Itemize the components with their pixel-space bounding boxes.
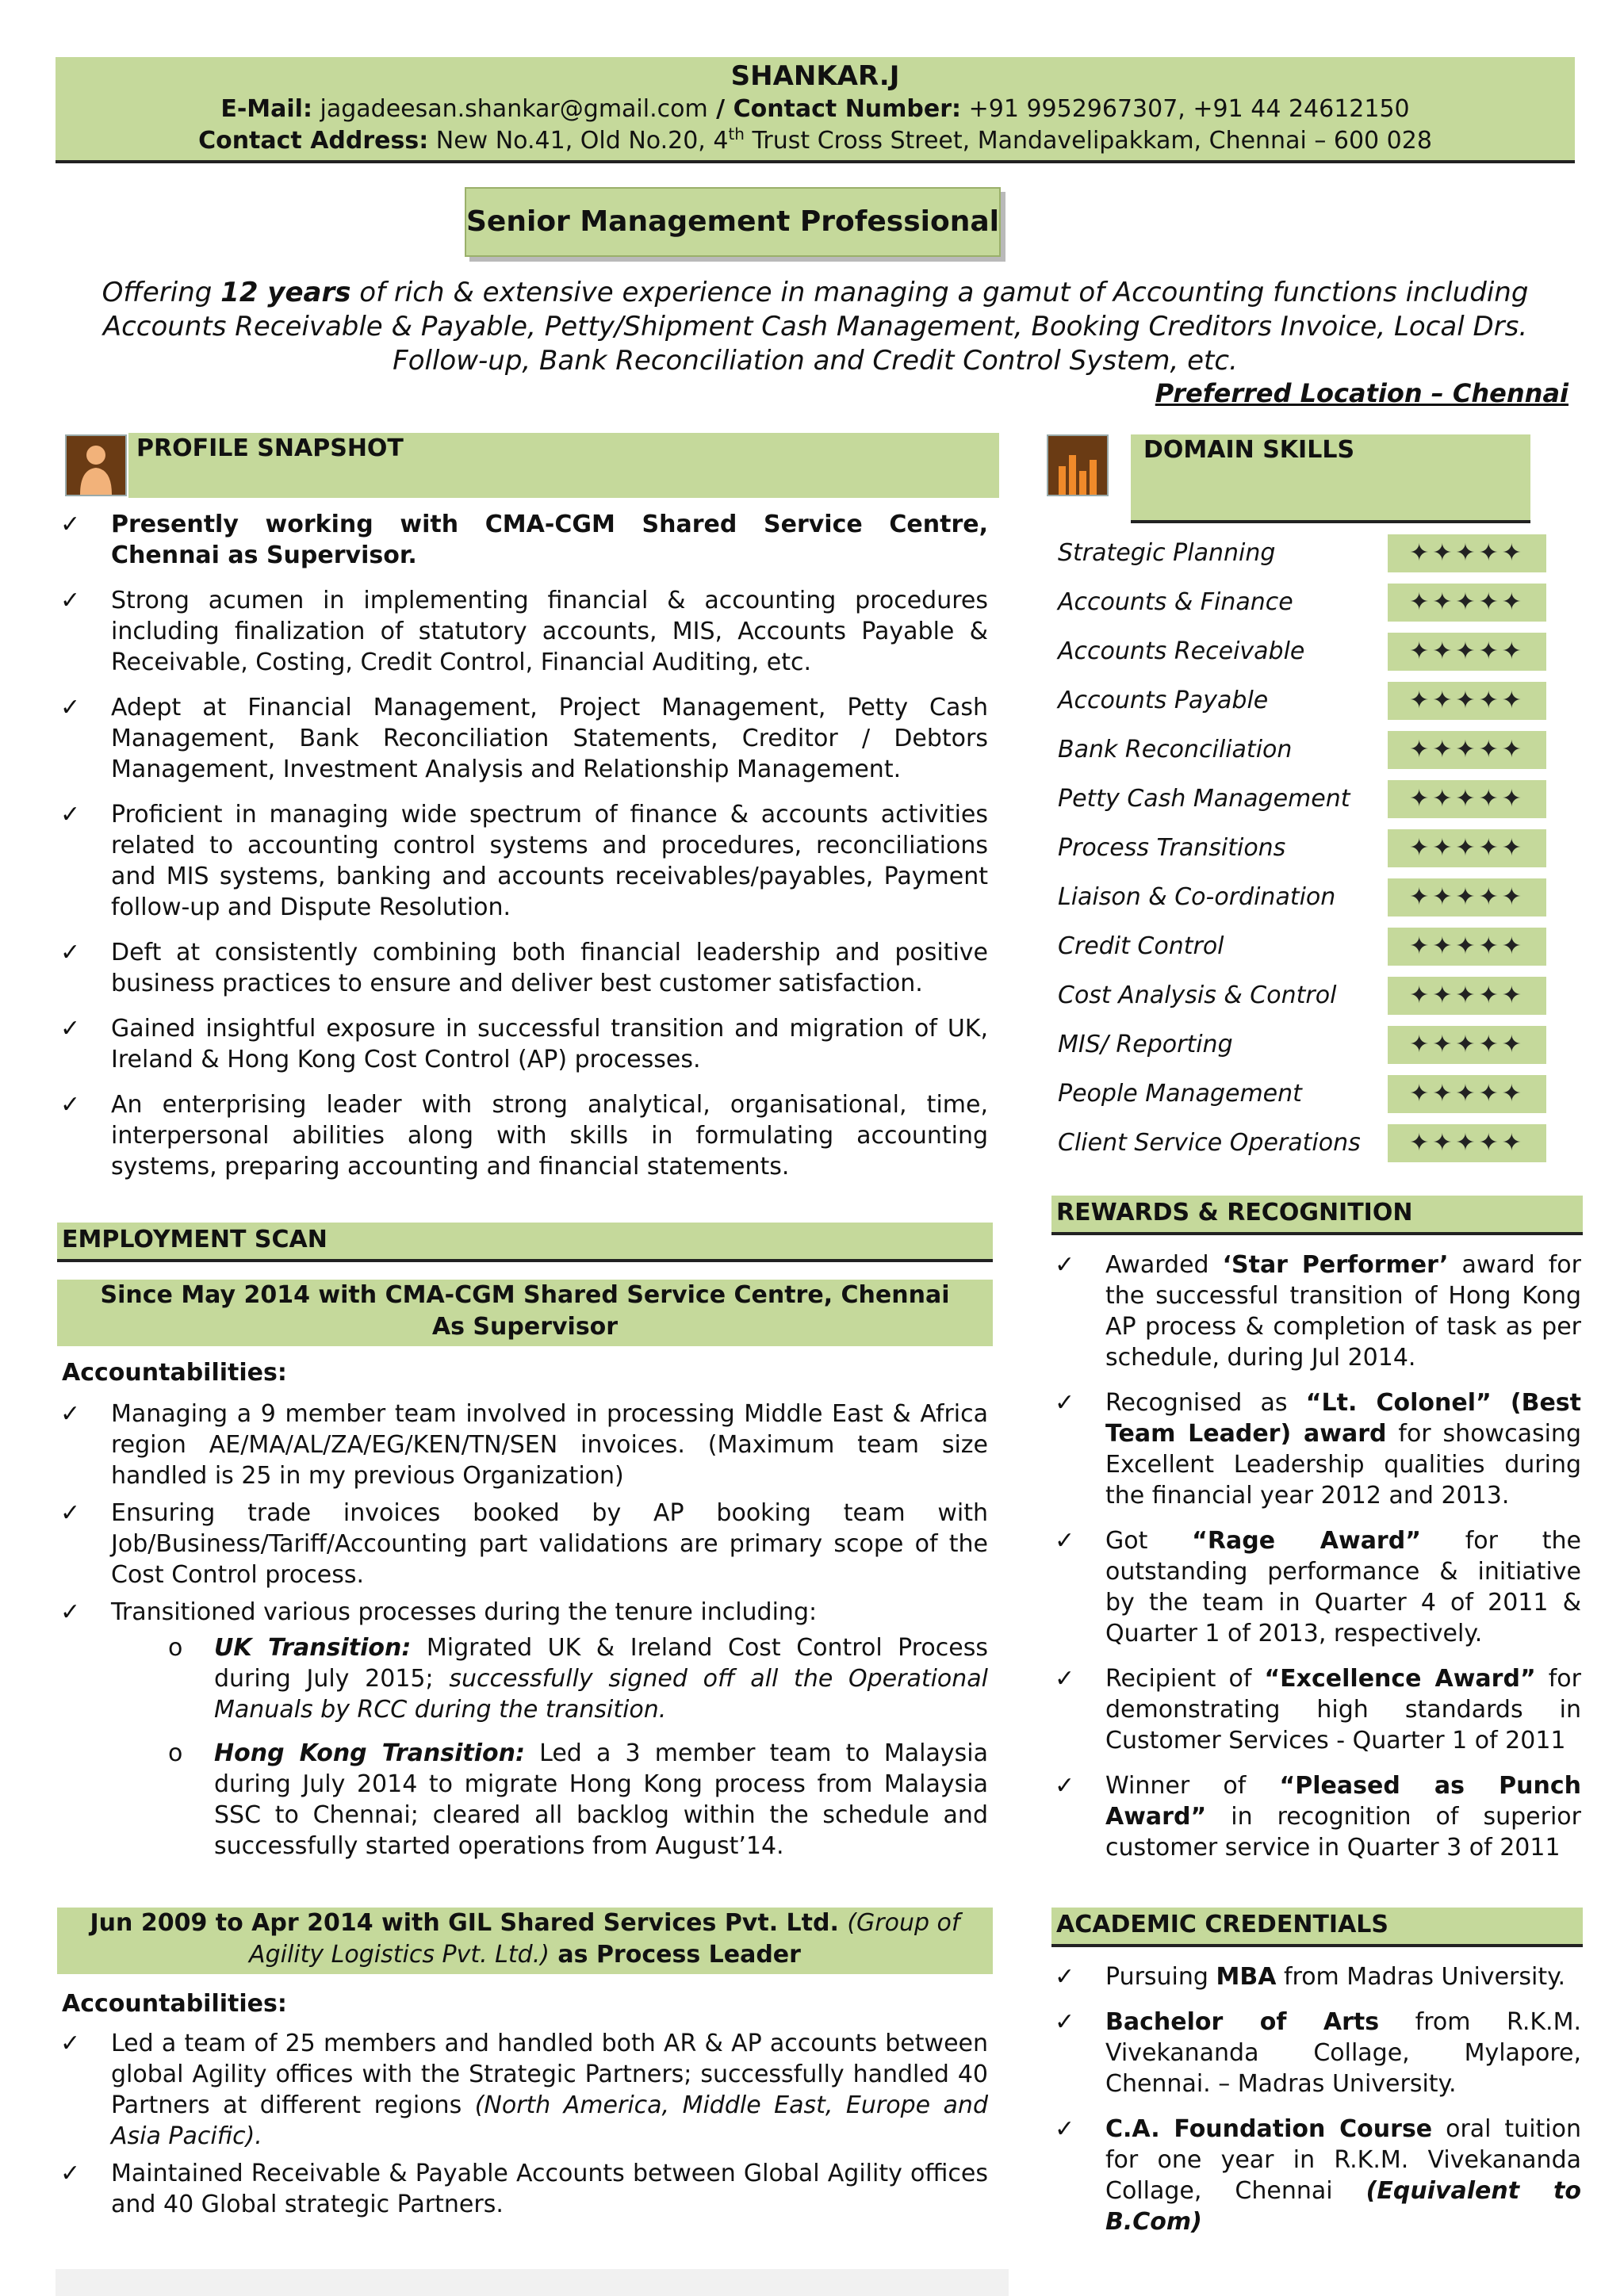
skill-stars-icon: ✦✦✦✦✦ (1388, 682, 1546, 720)
phone-numbers: +91 9952967307, +91 44 24612150 (968, 95, 1410, 123)
profile-item: ✓ Proficient in managing wide spectrum of finance & accounts activities related to accounting control systems and procedures, reconciliations and MIS systems, banking and accounts receivables/payables, Payment follow-up and Dispute Resolution. (57, 799, 988, 923)
rewards-heading: REWARDS & RECOGNITION (1051, 1196, 1583, 1235)
skill-row (1058, 829, 1549, 869)
transition-title: Hong Kong Transition: (214, 1739, 526, 1767)
skill-stars-icon: ✦✦✦✦✦ (1388, 878, 1546, 916)
job-1-accountabilities-label: Accountabilities: (62, 1359, 287, 1387)
job-2-group-note-end: Agility Logistics Pvt. Ltd.) (249, 1941, 550, 1969)
summary-end: of rich & extensive experience in managing a gamut of Accounting functions including Accounts Receivable & Payable, Petty/Shipment Cash Management, Booking Creditors Invoice, Local Drs. Follow-up, Bank Reconciliation and Credit Control System, etc. (102, 277, 1529, 377)
profile-item: ✓ Adept at Financial Management, Project Management, Petty Cash Management, Bank Reconciliation Statements, Creditor / Debtors Management, Investment Analysis and Relationship Management. (57, 692, 988, 785)
address-text-end: Trust Cross Street, Mandavelipakkam, Chennai – 600 028 (744, 127, 1432, 155)
job-1-item (57, 1597, 988, 1862)
phone-label: Contact Number: (733, 95, 962, 123)
profile-item: ✓ An enterprising leader with strong analytical, organisational, time, interpersonal abilities along with skills in formulating accounting systems, preparing accounting and financial statements. (57, 1089, 988, 1182)
job-1-header (57, 1280, 993, 1346)
skill-name: Strategic Planning (1058, 539, 1276, 567)
skill-row (1058, 534, 1549, 574)
job-1-line-2: As Supervisor (431, 1313, 619, 1341)
career-summary (56, 276, 1575, 378)
skill-stars-icon: ✦✦✦✦✦ (1388, 977, 1546, 1015)
profile-item: ✓ Presently working with CMA-CGM Shared Service Centre, Chennai as Supervisor. (57, 509, 988, 571)
transition-item-uk (111, 1632, 988, 1725)
skill-row (1058, 1075, 1549, 1115)
candidate-name: SHANKAR.J (730, 60, 900, 92)
job-2-employer: Jun 2009 to Apr 2014 with GIL Shared Services Pvt. Ltd. (90, 1909, 848, 1937)
reward-text: Awarded (1105, 1251, 1223, 1279)
email-address[interactable]: jagadeesan.shankar@gmail.com (320, 95, 708, 123)
skill-name: Process Transitions (1058, 834, 1286, 862)
profile-item: ✓ Strong acumen in implementing financial & accounting procedures including finalization of statutory accounts, MIS, Accounts Payable & Receivable, Costing, Credit Control, Financial Auditing, etc. (57, 585, 988, 678)
reward-name: “Excellence Award” (1264, 1665, 1536, 1693)
skill-name: Accounts & Finance (1058, 588, 1293, 616)
job-2-accountabilities-label: Accountabilities: (62, 1990, 287, 2018)
reward-text: for the outstanding performance & initiative by the team in Quarter 4 of 2011 & Quarter 1 of 2013, respectively. (1105, 1527, 1581, 1647)
transitions-intro: Transitioned various processes during the tenure including: (111, 1598, 818, 1626)
reward-text: for demonstrating high standards in Customer Services - Quarter 1 of 2011 (1105, 1665, 1581, 1755)
job-2-item-regions: (North America, Middle East, Europe and Asia Pacific). (111, 2091, 988, 2150)
skill-stars-icon: ✦✦✦✦✦ (1388, 534, 1546, 572)
address-superscript: th (728, 124, 745, 144)
skill-stars-icon: ✦✦✦✦✦ (1388, 1026, 1546, 1064)
email-label: E-Mail: (220, 95, 312, 123)
academic-degree: C.A. Foundation Course (1105, 2115, 1433, 2143)
academic-item (1051, 2007, 1581, 2099)
academic-text: oral tuition for one year in R.K.M. Vivekananda Collage, Chennai (1105, 2115, 1581, 2205)
skill-row (1058, 878, 1549, 918)
skill-stars-icon: ✦✦✦✦✦ (1388, 731, 1546, 769)
skill-stars-icon: ✦✦✦✦✦ (1388, 928, 1546, 966)
skill-stars-icon: ✦✦✦✦✦ (1388, 584, 1546, 622)
job-1-list (57, 1399, 988, 1876)
transition-list (111, 1632, 988, 1862)
address-line (56, 125, 1575, 157)
employment-scan-heading: EMPLOYMENT SCAN (57, 1223, 993, 1262)
skill-stars-icon: ✦✦✦✦✦ (1388, 633, 1546, 671)
reward-item (1051, 1249, 1581, 1373)
transition-text: Migrated UK & Ireland Cost Control Process during July 2015; (214, 1634, 988, 1693)
job-2-role: as Process Leader (549, 1941, 801, 1969)
person-icon (65, 434, 127, 496)
skill-stars-icon: ✦✦✦✦✦ (1388, 1124, 1546, 1162)
job-2-item (57, 2028, 988, 2152)
rewards-list (1051, 1249, 1581, 1877)
job-1-item: ✓ Ensuring trade invoices booked by AP booking team with Job/Business/Tariff/Accounting part validations are primary scope of the Cost Control process. (57, 1498, 988, 1590)
reward-name: ‘Star Performer’ (1222, 1251, 1449, 1279)
transition-text: Led a 3 member team to Malaysia during July 2014 to migrate Hong Kong process from Malaysia SSC to Chennai; cleared all backlog within the schedule and successfully started operations from August’14. (214, 1739, 988, 1860)
skill-name: Liaison & Co-ordination (1058, 883, 1336, 911)
reward-item (1051, 1525, 1581, 1649)
skill-name: Petty Cash Management (1058, 785, 1350, 813)
preferred-location: Preferred Location – Chennai (1155, 378, 1568, 408)
job-2-group-note: (Group of (847, 1909, 960, 1937)
reward-item (1051, 1387, 1581, 1511)
job-1-item: ✓ Managing a 9 member team involved in processing Middle East & Africa region AE/MA/AL/ZA/EG/KEN/TN/SEN invoices. (Maximum team size handled is 25 in my previous Organization) (57, 1399, 988, 1491)
profile-snapshot-heading: PROFILE SNAPSHOT (128, 433, 999, 498)
academic-equivalent: (Equivalent to B.Com) (1105, 2177, 1581, 2236)
academics-list (1051, 1961, 1581, 2252)
job-2-item-text: Led a team of 25 members and handled both AR & AP accounts between global Agility offices with the Strategic Partners; successfully handled 40 Partners at different regions (111, 2030, 988, 2119)
skill-row (1058, 1026, 1549, 1066)
reward-text: Recipient of (1105, 1665, 1265, 1693)
transition-item-hk (111, 1738, 988, 1862)
skill-name: People Management (1058, 1080, 1302, 1108)
job-2-item: ✓ Maintained Receivable & Payable Accounts between Global Agility offices and 40 Global strategic Partners. (57, 2158, 988, 2220)
skill-stars-icon: ✦✦✦✦✦ (1388, 780, 1546, 818)
skill-row (1058, 1124, 1549, 1164)
skill-row (1058, 633, 1549, 672)
skill-name: MIS/ Reporting (1058, 1031, 1233, 1058)
academic-item (1051, 1961, 1581, 1992)
job-1-line-1: Since May 2014 with CMA-CGM Shared Service Centre, Chennai (100, 1281, 950, 1309)
summary-start: Offering (102, 277, 221, 308)
skill-row (1058, 731, 1549, 771)
skill-name: Cost Analysis & Control (1058, 982, 1337, 1009)
reward-item (1051, 1663, 1581, 1756)
bar-chart-icon (1047, 434, 1109, 496)
skill-name: Bank Reconciliation (1058, 736, 1293, 763)
contact-separator: / (707, 95, 733, 123)
page-footer-band (56, 2269, 1009, 2296)
transition-italic: successfully signed off all the Operational Manuals by RCC during the transition. (214, 1665, 989, 1724)
job-2-line-2 (57, 1939, 993, 1971)
profile-item: ✓ Deft at consistently combining both financial leadership and positive business practices to ensure and deliver best customer satisfaction. (57, 937, 988, 999)
transition-title: UK Transition: (214, 1634, 412, 1662)
skill-row (1058, 682, 1549, 721)
job-2-list (57, 2028, 988, 2234)
domain-skills-heading: DOMAIN SKILLS (1131, 434, 1530, 523)
skill-row (1058, 928, 1549, 967)
skill-name: Accounts Receivable (1058, 637, 1305, 665)
academic-item (1051, 2114, 1581, 2237)
skill-name: Credit Control (1058, 932, 1224, 960)
skill-name: Client Service Operations (1058, 1129, 1361, 1157)
summary-years: 12 years (220, 277, 351, 308)
academic-degree: MBA (1216, 1963, 1277, 1991)
academic-text: Pursuing (1105, 1963, 1216, 1991)
reward-name: “Lt. Colonel” (Best Team Leader) award (1105, 1389, 1581, 1448)
skill-stars-icon: ✦✦✦✦✦ (1388, 829, 1546, 867)
skill-name: Accounts Payable (1058, 687, 1269, 714)
skill-row (1058, 584, 1549, 623)
job-2-header (57, 1908, 993, 1974)
resume-header (56, 57, 1575, 163)
reward-text: Recognised as (1105, 1389, 1306, 1417)
reward-item (1051, 1770, 1581, 1863)
profile-item: ✓ Gained insightful exposure in successful transition and migration of UK, Ireland & Hong Kong Cost Control (AP) processes. (57, 1013, 988, 1075)
reward-name: “Rage Award” (1192, 1527, 1421, 1555)
reward-text: in recognition of superior customer service in Quarter 3 of 2011 (1105, 1803, 1581, 1862)
skill-stars-icon: ✦✦✦✦✦ (1388, 1075, 1546, 1113)
profile-list (57, 509, 988, 1196)
reward-text: award for the successful transition of Hong Kong AP process & completion of task as per schedule, during Jul 2014. (1105, 1251, 1581, 1372)
reward-text: Got (1105, 1527, 1193, 1555)
address-text-start: New No.41, Old No.20, 4 (435, 127, 729, 155)
job-2-line-1 (57, 1908, 993, 1939)
professional-title: Senior Management Professional (465, 187, 1001, 257)
academics-heading: ACADEMIC CREDENTIALS (1051, 1908, 1583, 1947)
reward-text: for showcasing Excellent Leadership qualities during the financial year 2012 and 2013. (1105, 1420, 1581, 1510)
academic-text: from Madras University. (1276, 1963, 1566, 1991)
address-label: Contact Address: (198, 127, 429, 155)
reward-text: Winner of (1105, 1772, 1280, 1800)
skill-row (1058, 780, 1549, 820)
skill-row (1058, 977, 1549, 1016)
reward-name: “Pleased as Punch Award” (1105, 1772, 1581, 1831)
academic-degree: Bachelor of Arts (1105, 2008, 1380, 2036)
academic-text: from R.K.M. Vivekananda Collage, Mylapore, Chennai. – Madras University. (1105, 2008, 1581, 2098)
contact-line (56, 94, 1575, 125)
